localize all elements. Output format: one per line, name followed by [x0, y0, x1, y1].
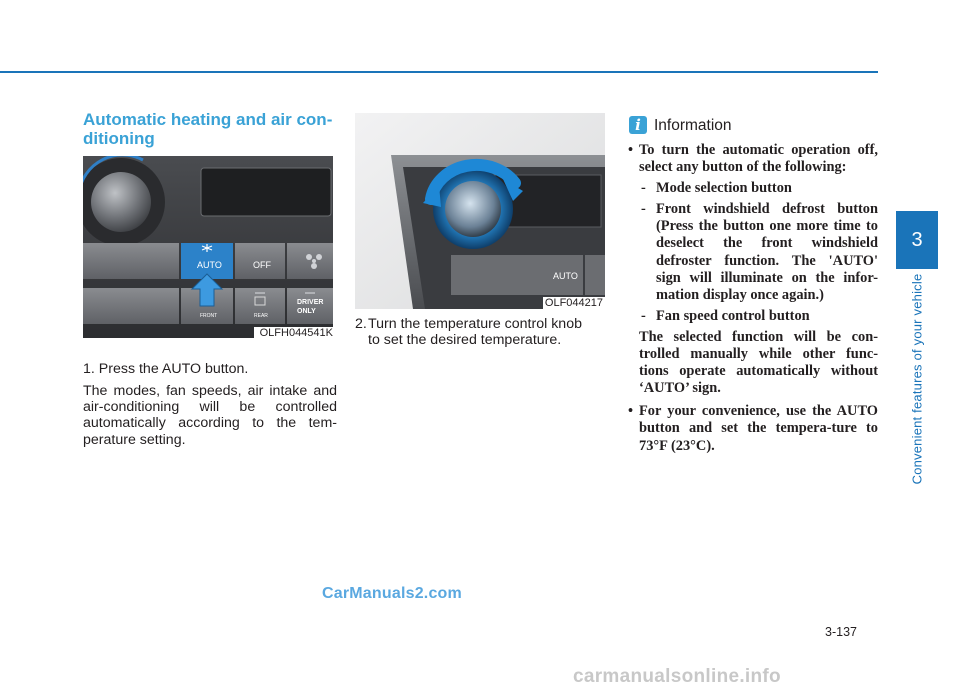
step-2: 2.Turn the temperature control knob to set the desired temperature.	[355, 316, 582, 349]
step-1-description: The modes, fan speeds, air intake and air-conditioning will be controlled automatically according to the tem-perature setting.	[83, 383, 337, 448]
section-title: Automatic heating and air con- ditioning	[83, 110, 333, 148]
knob-illustration	[355, 113, 605, 309]
figure-temperature-knob	[355, 113, 605, 309]
auto-button-label: AUTO	[553, 271, 578, 281]
temperature-knob	[91, 172, 151, 232]
driver-label: DRIVER	[297, 299, 324, 306]
chapter-tab: 3	[896, 211, 938, 269]
info-bullet: • For your convenience, use the AUTO button and set the tempera-ture to 73°F (23°C).	[628, 403, 878, 454]
info-note: The selected function will be con-trolled manually while other func-tions operate automatically without ‘AUTO’ sign.	[639, 328, 878, 397]
front-label: FRONT	[200, 313, 218, 319]
info-icon: i	[629, 116, 647, 134]
header-rule	[0, 71, 878, 73]
auto-button-label: AUTO	[197, 260, 222, 270]
information-body	[626, 142, 878, 455]
watermark-bottom[interactable]: carmanualsonline.info	[573, 666, 781, 687]
info-bullet: • To turn the automatic operation off, select any button of the following:	[628, 142, 878, 176]
off-button-label: OFF	[253, 260, 271, 270]
climate-panel-illustration	[83, 156, 333, 338]
temperature-knob	[445, 181, 501, 237]
rear-label: REAR	[254, 313, 268, 319]
info-sub-item: - Mode selection button	[641, 180, 792, 197]
watermark-top[interactable]: CarManuals2.com	[322, 585, 462, 602]
info-sub-item: - Front windshield defrost button (Press the button one more time to deselect the front windshield defroster function. The 'AUTO' sign will illuminate on the infor-mation display once again.)	[641, 201, 878, 303]
information-title: Information	[654, 117, 732, 134]
figure-auto-button	[83, 156, 333, 338]
only-label: ONLY	[297, 308, 316, 315]
figure-code: OLF044217	[544, 297, 603, 309]
page-number: 3-137	[825, 625, 857, 639]
chapter-label: Convenient features of your vehicle	[909, 273, 925, 485]
figure-code: OLFH044541K	[254, 327, 333, 339]
step-1: 1. Press the AUTO button.	[83, 361, 249, 377]
info-sub-item: - Fan speed control button	[641, 307, 810, 324]
